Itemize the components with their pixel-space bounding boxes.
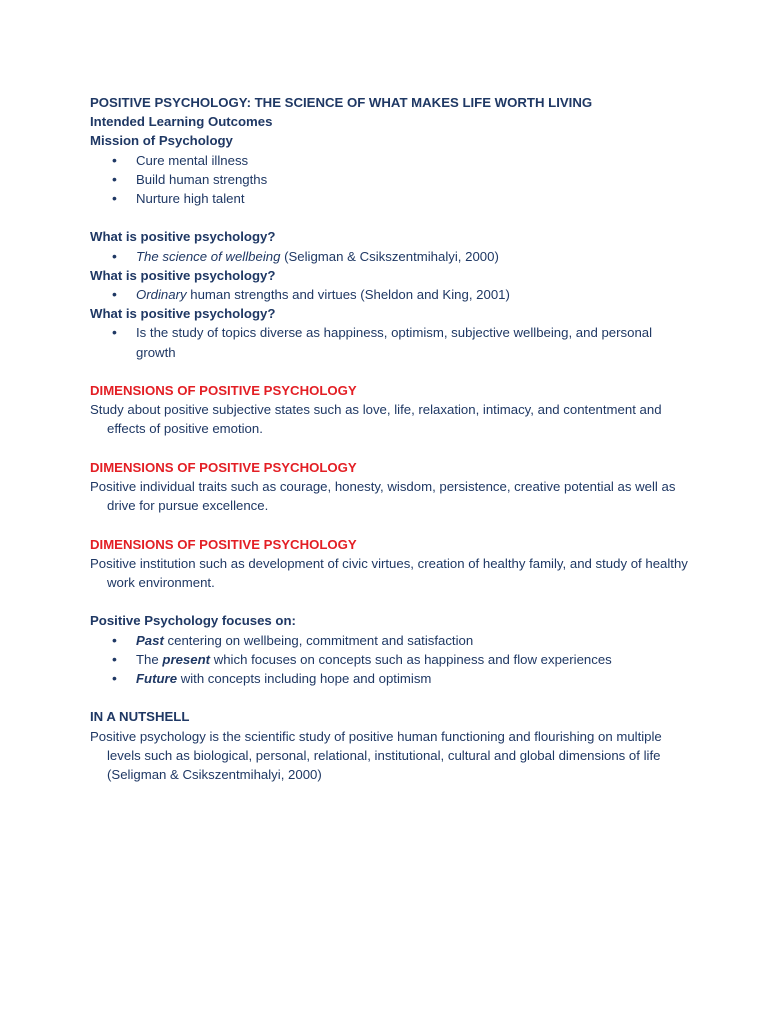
what-is-list	[90, 285, 690, 304]
emphasis-text: Past	[136, 632, 164, 648]
spacer	[90, 362, 690, 381]
dimensions-heading: DIMENSIONS OF POSITIVE PSYCHOLOGY	[90, 383, 357, 399]
item-text: which focuses on concepts such as happiness and flow experiences	[210, 651, 612, 667]
dimensions-heading: DIMENSIONS OF POSITIVE PSYCHOLOGY	[90, 459, 357, 475]
nutshell-heading: IN A NUTSHELL	[90, 709, 190, 725]
spacer	[90, 592, 690, 611]
emphasis-text: present	[162, 651, 211, 667]
emphasis-text: Future	[136, 671, 178, 687]
spacer	[90, 208, 690, 227]
dimension-paragraph: Study about positive subjective states such as love, life, relaxation, intimacy, and contentment and effects of positive emotion.	[90, 402, 662, 437]
list-item	[90, 285, 690, 304]
list-item	[90, 631, 690, 650]
dimension-paragraph: Positive individual traits such as courage, honesty, wisdom, persistence, creative potential as well as drive for pursue excellence.	[90, 479, 676, 514]
spacer	[90, 688, 690, 707]
what-is-list	[90, 247, 690, 266]
outcomes-heading: Intended Learning Outcomes	[90, 114, 273, 130]
mission-heading: Mission of Psychology	[90, 133, 233, 149]
list-item: • Build human strengths	[90, 170, 690, 189]
document-content	[90, 93, 690, 784]
list-item	[90, 669, 690, 688]
mission-list	[90, 151, 690, 209]
document-title: POSITIVE PSYCHOLOGY: THE SCIENCE OF WHAT MAKES LIFE WORTH LIVING	[90, 95, 593, 110]
list-item	[90, 247, 690, 266]
list-item	[90, 650, 690, 669]
item-text: centering on wellbeing, commitment and satisfaction	[163, 632, 474, 648]
dimensions-heading: DIMENSIONS OF POSITIVE PSYCHOLOGY	[90, 536, 357, 552]
focuses-heading: Positive Psychology focuses on:	[90, 613, 296, 629]
emphasis-text: Ordinary	[136, 287, 187, 303]
spacer	[90, 515, 690, 534]
nutshell-paragraph: Positive psychology is the scientific study of positive human functioning and flourishing on multiple levels such as biological, personal, relational, institutional, cultural and global dimensions of life (Seligman & Csikszentmihalyi, 2000)	[90, 728, 662, 783]
what-is-list	[90, 323, 690, 361]
list-item: • Is the study of topics diverse as happiness, optimism, subjective wellbeing, and personal growth	[90, 323, 690, 361]
what-is-heading: What is positive psychology?	[90, 306, 276, 322]
item-prefix: The	[136, 651, 163, 667]
spacer	[90, 439, 690, 458]
what-is-heading: What is positive psychology?	[90, 267, 276, 283]
what-is-heading: What is positive psychology?	[90, 229, 276, 245]
emphasis-text: The science of wellbeing	[136, 248, 281, 264]
item-text: (Seligman & Csikszentmihalyi, 2000)	[280, 248, 499, 264]
focuses-list	[90, 631, 690, 689]
list-item: • Nurture high talent	[90, 189, 690, 208]
item-text: human strengths and virtues (Sheldon and King, 2001)	[186, 287, 510, 303]
list-item: • Cure mental illness	[90, 151, 690, 170]
item-text: with concepts including hope and optimism	[177, 671, 432, 687]
dimension-paragraph: Positive institution such as development of civic virtues, creation of healthy family, and study of healthy work environment.	[90, 555, 688, 591]
